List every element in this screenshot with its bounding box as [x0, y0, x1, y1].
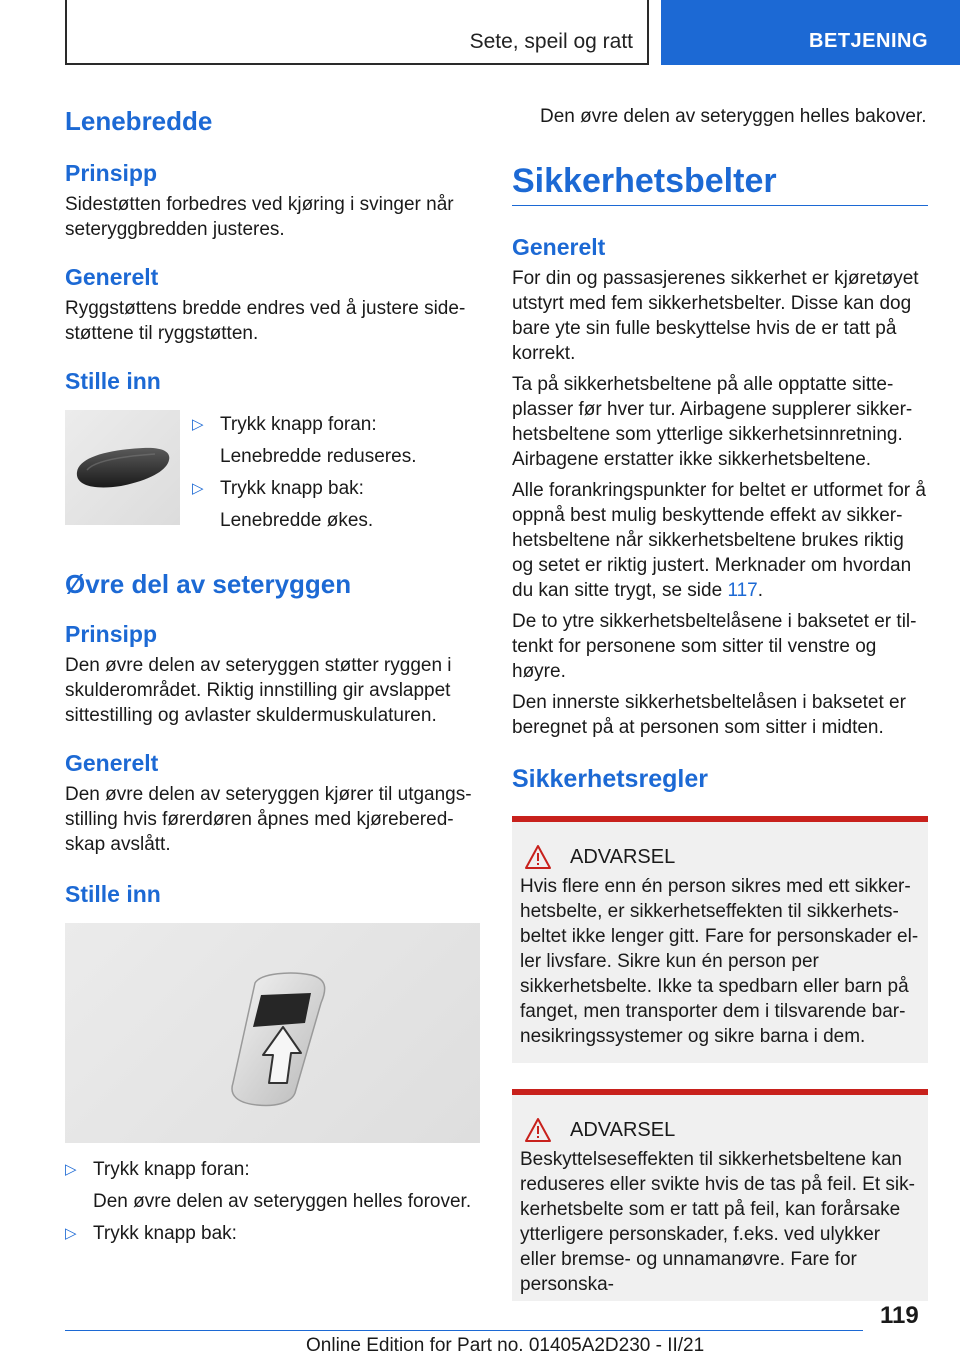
header-chapter-title: BETJENING: [809, 30, 928, 52]
triangle-bullet-icon: ▷: [192, 416, 204, 433]
left-column: [65, 98, 485, 1246]
warning-triangle-icon: [524, 1117, 552, 1143]
triangle-bullet-icon: ▷: [65, 1161, 77, 1178]
right-column: [512, 98, 928, 1301]
belts-para-2: Ta på sikkerhetsbeltene på alle opptatte sitteplasser før hver tur. Airbagene supplerer sikkerhetsbeltene som ytterlige sikkerhetsinnretning. Airbagene erstatter ikke sikkerhetsbeltene.: [512, 374, 913, 470]
warning-box-1: [512, 816, 928, 1063]
stille2-item-2: [65, 1221, 485, 1246]
generelt2-heading: Generelt: [65, 750, 159, 776]
belts-heading-rule: [512, 159, 928, 206]
belts-para-3-end: .: [757, 580, 764, 601]
belts-para-1: For din og passasjerenes sikkerhet er kjøretøyet utstyrt med fem sikkerhetsbelter. Disse kan dog bare yte sin fulle beskyttelse hvis de er tatt på korrekt.: [512, 268, 919, 364]
belts-para-3-text: Alle forankringspunkter for beltet er utformet for å oppnå best mulig beskyttende effekt av sikkerhetsbeltene når sikkerhetsbeltene brukes riktig og setet er riktig justert. Merknader om hvordan du kan sitte trygt, se side: [512, 480, 926, 601]
prinsipp-heading: Prinsipp: [65, 160, 158, 186]
stille2-item-1-result: Den øvre delen av seteryggen helles forover.: [93, 1191, 472, 1212]
triangle-bullet-icon: ▷: [65, 1225, 77, 1242]
warning-1-header: [520, 844, 920, 870]
warning-2-title: ADVARSEL: [570, 1119, 676, 1141]
upper-backrest-button-photo: [65, 923, 480, 1143]
warning-1-title: ADVARSEL: [570, 846, 676, 868]
warning-2-header: [520, 1117, 920, 1143]
footer-edition-text: Online Edition for Part no. 01405A2D230 - II/21: [306, 1335, 705, 1356]
page-link-117[interactable]: 117: [727, 580, 758, 601]
generelt-heading: Generelt: [65, 264, 159, 290]
lenebredde-heading: Lenebredde: [65, 106, 213, 136]
prinsipp2-text: Den øvre delen av seteryggen støtter ryggen i skulderområdet. Riktig innstilling gir avslappet sittestilling og avlaster skuldermuskulaturen.: [65, 655, 452, 726]
header-section-tab: [65, 0, 649, 65]
warning-box-2: [512, 1089, 928, 1301]
stille1-item-1-result: Lenebredde reduseres.: [220, 446, 417, 467]
header-chapter-tab: [661, 0, 960, 65]
side-support-button-photo: [65, 410, 180, 525]
sikkerhetsregler-heading: Sikkerhetsregler: [512, 765, 708, 793]
footer-edition: [306, 1335, 704, 1357]
stille2-item-2-label: Trykk knapp bak:: [93, 1223, 237, 1244]
footer-rule: [65, 1330, 863, 1331]
warning-2-text: Beskyttelseseffekten til sikkerhetsbeltene kan reduseres eller svikte hvis de tas på feil. Et sikkerhetsbelte som er tatt på feil, kan forårsake ytterligere personskader, f.eks. ved ulykker eller bremse- og unnamanøvre. Fare for personska-: [520, 1149, 915, 1295]
generelt-text: Ryggstøttens bredde endres ved å justere sidestøttene til ryggstøtten.: [65, 298, 466, 344]
upper-backrest-button-icon: [65, 923, 480, 1143]
stille1-item-1-label: Trykk knapp foran:: [220, 414, 377, 435]
prinsipp-text: Sidestøtten forbedres ved kjøring i svinger når seteryggbredden justeres.: [65, 194, 454, 240]
stille1-item-2-label: Trykk knapp bak:: [220, 478, 364, 499]
belts-para-5: Den innerste sikkerhetsbeltelåsen i baksetet er beregnet på at personen som sitter i midten.: [512, 692, 906, 738]
stille-inn2-heading: Stille inn: [65, 881, 161, 907]
prinsipp2-heading: Prinsipp: [65, 621, 158, 647]
triangle-bullet-icon: ▷: [192, 480, 204, 497]
warning-triangle-icon: [524, 844, 552, 870]
side-support-button-icon: [65, 410, 180, 525]
stille2-item-1: [65, 1157, 485, 1182]
generelt-belts-heading: Generelt: [512, 234, 606, 260]
generelt2-text: Den øvre delen av seteryggen kjører til utgangsstilling hvis førerdøren åpnes med kjøreberedskap avslått.: [65, 784, 472, 855]
page-number: 119: [880, 1302, 919, 1329]
ovre-del-heading: Øvre del av seteryggen: [65, 569, 352, 599]
warning-1-text: Hvis flere enn én person sikres med ett sikkerhetsbelte, er sikkerhetseffekten til sikkerhetsbeltet ikke lenger gitt. Fare for personskader eller livsfare. Sikre kun én person per sikkerhetsbelte. Ikke ta spedbarn eller barn på fanget, men transporter dem i tilsvarende barnesikringssystemer og sikre barna i dem.: [520, 876, 919, 1047]
belts-para-4: De to ytre sikkerhetsbeltelåsene i baksetet er tiltenkt for personene som sitter til venstre og høyre.: [512, 611, 917, 682]
continued-text: Den øvre delen av seteryggen helles bakover.: [540, 106, 927, 127]
sikkerhetsbelter-heading: Sikkerhetsbelter: [512, 162, 777, 200]
stille-inn-heading: Stille inn: [65, 368, 161, 394]
stille1-item-2-result: Lenebredde økes.: [220, 510, 374, 531]
header-section-title: Sete, speil og ratt: [469, 30, 633, 53]
stille1-item-1: [192, 412, 416, 437]
stille1-item-2: [192, 476, 416, 501]
stille2-item-1-label: Trykk knapp foran:: [93, 1159, 250, 1180]
belts-para-3: [512, 478, 928, 603]
